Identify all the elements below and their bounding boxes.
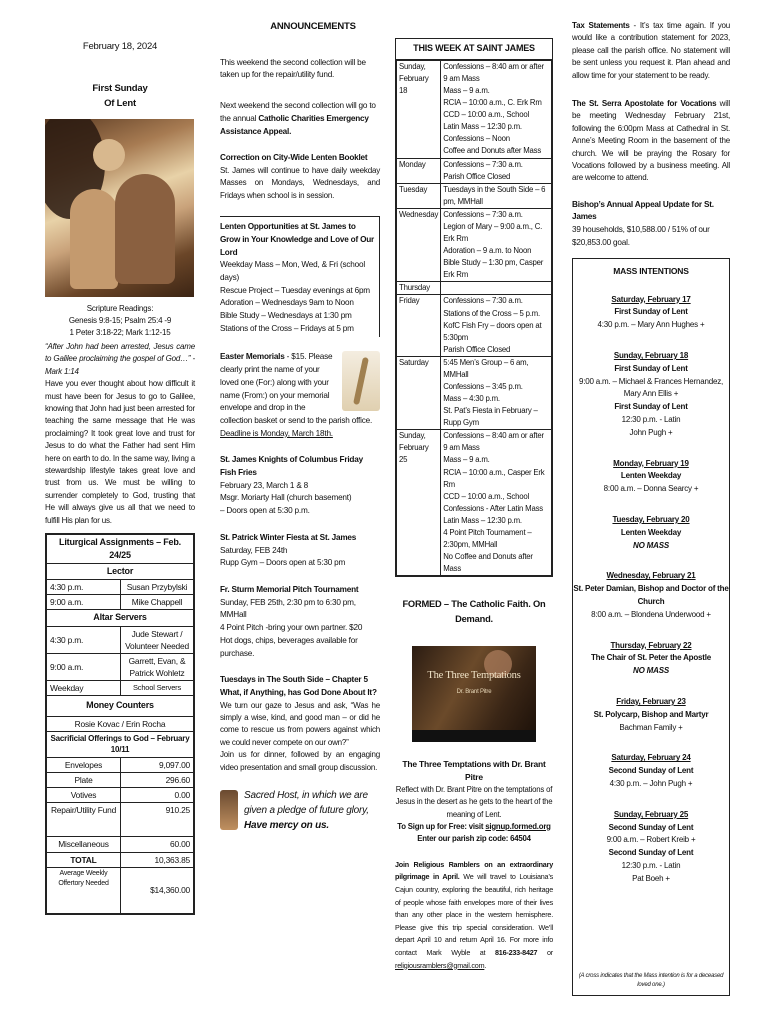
schedule-item: Mass – 4:30 p.m. (443, 394, 500, 404)
intention-title: St. Polycarp, Bishop and Martyr (593, 709, 709, 719)
table-row: Repair/Utility Fund 910.25 (47, 803, 194, 837)
intention-day: Tuesday, February 20 (612, 515, 690, 525)
schedule-item: St. Pat’s Fiesta in February – Rupp Gym (443, 406, 538, 428)
table-row: Envelopes 9,097.00 (47, 757, 194, 772)
intention-line: 8:00 a.m. – Donna Searcy + (603, 484, 699, 494)
intention-day: Saturday, February 17 (611, 294, 691, 304)
intention-title: The Chair of St. Peter the Apostle (590, 653, 712, 663)
schedule-row (397, 183, 552, 208)
intention-title: First Sunday of Lent (614, 307, 688, 317)
schedule-item: Confessions – 7:30 a.m. (443, 296, 523, 306)
schedule-row (397, 356, 552, 429)
offering-title: Sacrificial Offerings to God – February 10/11 (47, 731, 194, 757)
schedule-item: Adoration – 9 a.m. to Noon (443, 246, 532, 256)
schedule-items (441, 282, 552, 295)
formed-title: FORMED – The Catholic Faith. On Demand. (402, 599, 546, 624)
intention-title: Second Sunday of Lent (608, 822, 694, 832)
left-column (45, 0, 195, 915)
liturgical-title: Liturgical Assignments – Feb. 24/25 (47, 534, 194, 563)
tax-statements: Tax Statements - It’s tax time again. If you would like a contribution statement for 2023, please call the parish office. No statement will be sent unless you request it. Plan ahead and allow time for your statement to be ready. (572, 21, 730, 80)
schedule-item: Bible Study – 1:30 pm, Casper Erk Rm (443, 258, 544, 280)
schedule-items (441, 183, 552, 208)
intention-entry (573, 458, 729, 496)
schedule-item: Confessions – 3:45 p.m. (443, 381, 523, 391)
intention-entry (573, 640, 729, 678)
intention-line: 12:30 p.m. - Latin (621, 860, 681, 870)
south-side-notice: Tuesdays in The South Side – Chapter 5 What, if Anything, has God Done About It? We turn our gaze to Jesus and ask, “Was he simply a wise, kind, and good man – or did he come to rescue us from powers against which we could never compete on our own?” Join us for dinner, followed by an engaging video presentation and small group discussion. (220, 675, 380, 772)
intention-title: St. Peter Damian, Bishop and Doctor of the Church (573, 584, 729, 607)
table-row: Votives 0.00 (47, 788, 194, 803)
mass-intentions (572, 258, 730, 996)
intention-day: Friday, February 23 (616, 697, 686, 706)
schedule-items (441, 60, 552, 158)
money-counters: Rosie Kovac / Erin Rocha (47, 716, 194, 731)
intention-line: 9:00 a.m. – Robert Kreib + (606, 835, 696, 845)
schedule-item: 4 Point Pitch Tournament – 2:30pm, MMHall (443, 527, 532, 549)
intentions-list (573, 294, 729, 886)
right-column (572, 0, 730, 996)
bishop-appeal: Bishop’s Annual Appeal Update for St. James 39 households, $10,588.00 / 51% of our $20,853.00 goal. (572, 199, 714, 247)
schedule-item: Tuesdays in the South Side – 6 pm, MMHall (443, 184, 546, 206)
schedule-item (443, 282, 549, 293)
intention-line: John Pugh + (629, 427, 673, 437)
intention-day: Monday, February 19 (613, 458, 689, 468)
intention-line: 12:30 p.m. - Latin (621, 415, 681, 425)
table-row: Miscellaneous 60.00 (47, 837, 194, 852)
schedule-row (397, 158, 552, 183)
cross-footnote: (A cross indicates that the Mass intention is for a deceased loved one.) (578, 972, 724, 989)
schedule-item: Confessions – 8:40 am or after 9 am Mass (443, 61, 544, 84)
winter-fiesta: St. Patrick Winter Fiesta at St. James Saturday, FEB 24th Rupp Gym – Doors open at 5:30 pm (220, 532, 357, 568)
intention-line: 9:00 a.m. – Michael & Frances Hernandez, Mary Ann Ellis + (578, 376, 724, 399)
lily-icon (342, 351, 380, 411)
intention-line: 4:30 p.m. – John Pugh + (609, 778, 693, 788)
easter-memorials: Easter Memorials - $15. Please clearly print the name of your loved one (For:) along with your name (From:) on your memorial envelope and drop in the collection basket or send to the parish office. Deadline is Monday, March 18th. (220, 351, 380, 440)
schedule-item: Parish Office Closed (443, 171, 511, 181)
intention-line: NO MASS (633, 666, 669, 676)
intention-entry (573, 350, 729, 440)
schedule-item: Legion of Mary – 9:00 a.m., C. Erk Rm (443, 221, 543, 244)
saint-image (220, 790, 238, 830)
intention-title: First Sunday of Lent (614, 402, 688, 412)
schedule-row (397, 430, 552, 576)
bulletin-date: February 18, 2024 (82, 41, 158, 52)
intention-entry (573, 294, 729, 332)
intention-line: Pat Boeh + (632, 873, 670, 883)
lector-label: Lector (47, 564, 194, 580)
sacred-host-prayer: Sacred Host, in which we are given a pledge of future glory, Have mercy on us. (220, 788, 380, 833)
temptations-title: The Three Temptations with Dr. Brant Pitre (402, 759, 546, 783)
intention-line: NO MASS (633, 540, 669, 550)
next-collection-note: Next weekend the second collection will go to the annual Catholic Charities Emergency Assistance Appeal. (220, 101, 376, 136)
intention-title: Lenten Weekday (620, 527, 682, 537)
schedule-items (441, 295, 552, 356)
intention-title: First Sunday of Lent (614, 363, 688, 373)
religious-ramblers: Join Religious Ramblers on an extraordinary pilgrimage in April. We will travel to Louisiana’s Cajun country, exploring the beautiful, rich heritage of people whose faith envelopes more of their lives than any other place in the western hemisphere. Please give this trip special consideration. We’ll depart April 10 and return April 16. For more info contact Mark Wyble at 816-233-8427 or religiousramblers@gmail.com. (395, 859, 553, 970)
schedule-item: 5:45 Men’s Group – 6 am, MMHall (443, 357, 529, 379)
schedule-title: THIS WEEK AT SAINT JAMES (396, 39, 552, 60)
schedule-item: Confessions – 8:40 am or after 9 am Mass (443, 431, 544, 453)
schedule-item: Latin Mass – 12:30 p.m. (443, 122, 522, 132)
mass-intentions-title: MASS INTENTIONS (613, 265, 689, 276)
zip-code-note: Enter our parish zip code: 64504 (417, 833, 531, 843)
signup-link[interactable]: To Sign up for Free: visit signup.formed.org (397, 821, 551, 831)
scripture-readings: Scripture Readings: Genesis 9:8-15; Psalm 25:4 -9 1 Peter 3:18-22; Mark 1:12-15 (68, 304, 172, 338)
schedule-item: CCD – 10:00 a.m., School (443, 110, 530, 120)
intention-entry (573, 752, 729, 790)
intention-day: Wednesday, February 21 (606, 571, 696, 581)
schedule-items (441, 430, 552, 576)
stewardship-reflection: Have you ever thought about how difficult it must have been for Jesus to go to Galilee, knowing that John had just been arrested for teaching the same message that He was proclaiming? It took great love and trust for Jesus to do what the Father had sent Him here on earth to do. In the same way, living a stewardship lifestyle takes great love and trust from us. We must be willing to surrender completely to God, trusting that He will always give us all that we need to fulfill His plan for us. (45, 379, 195, 525)
table-row: 4:30 p.m. Jude Stewart / Volunteer Needed (47, 626, 194, 653)
weekly-schedule (395, 38, 553, 577)
correction-notice: Correction on City-Wide Lenten Booklet St. James will continue to have daily weekday Masses on Mondays, Wednesdays, and Fridays when school is in session. (220, 153, 380, 200)
schedule-item: KofC Fish Fry – doors open at 5:30pm (443, 320, 542, 342)
schedule-item: Mass – 9 a.m. (443, 455, 490, 465)
intention-day: Thursday, February 22 (610, 640, 692, 650)
schedule-items (441, 158, 552, 183)
table-row: Plate 296.60 (47, 773, 194, 788)
intention-day: Saturday, February 24 (611, 753, 691, 763)
table-row: 4:30 p.m. Susan Przybylski (47, 580, 194, 595)
money-counters-label: Money Counters (47, 696, 194, 716)
schedule-row (397, 282, 552, 295)
schedule-table (396, 60, 552, 576)
serra-apostolate: The St. Serra Apostolate for Vocations will be meeting Wednesday February 21st, following the 6:00pm Mass at Cathedral in St. Anne’s Meeting Room in the basement of the church. We will be praying the Rosary for Vocations followed by a business meeting. All are welcome to attend. (572, 98, 730, 183)
temptations-text: Reflect with Dr. Brant Pitre on the temptations of Jesus in the desert as he gets to the heart of the meaning of Lent. (395, 785, 553, 819)
schedule-item: Confessions – 7:30 a.m. (443, 209, 523, 219)
schedule-day: Saturday (397, 356, 441, 429)
altar-servers-label: Altar Servers (47, 610, 194, 626)
schedule-item: Stations of the Cross – 5 p.m. (443, 308, 540, 318)
schedule-item: No Coffee and Donuts after Mass (443, 552, 533, 574)
table-row: Average Weekly Offertory Needed $14,360.00 (47, 867, 194, 913)
schedule-day: Monday (397, 158, 441, 183)
table-row: 9:00 a.m. Mike Chappell (47, 595, 194, 610)
schedule-item: Parish Office Closed (443, 344, 511, 354)
intention-entry (573, 696, 729, 734)
intention-title: Second Sunday of Lent (608, 848, 694, 858)
intention-entry (573, 570, 729, 621)
schedule-row (397, 60, 552, 158)
schedule-item: Confessions - After Latin Mass (443, 503, 543, 513)
schedule-item: Confessions – Noon (443, 134, 510, 144)
intention-line: 8:00 a.m. – Blondena Underwood + (591, 609, 711, 619)
table-row: Weekday School Servers (47, 681, 194, 696)
second-collection-note: This weekend the second collection will be taken up for the repair/utility fund. (220, 57, 366, 80)
schedule-day: Friday (397, 295, 441, 356)
gospel-quote: “After John had been arrested, Jesus came to Galilee proclaiming the gospel of God…” - Mark 1:14 (45, 342, 195, 376)
schedule-column (395, 0, 553, 972)
middle-column (220, 0, 380, 833)
sunday-title: First Sunday Of Lent (92, 82, 148, 109)
schedule-item: Coffee and Donuts after Mass (443, 146, 542, 156)
intention-title: Second Sunday of Lent (608, 766, 694, 776)
three-temptations-image: The Three Temptations Dr. Brant Pitre (412, 646, 536, 742)
schedule-row (397, 295, 552, 356)
schedule-day: Tuesday (397, 183, 441, 208)
pitch-tournament: Fr. Sturm Memorial Pitch Tournament Sunday, FEB 25th, 2:30 pm to 6:30 pm, MMHall 4 Point Pitch -bring your own partner. $20 Hot dogs, chips, beverages available for purchase. (220, 584, 363, 658)
intention-day: Sunday, February 18 (613, 351, 689, 361)
lenten-opportunities: Lenten Opportunities at St. James to Grow in Your Knowledge and Love of Our Lord Weekday Mass – Mon, Wed, & Fri (school days) Rescue Project – Tuesday evenings at 6pm Adoration – Wednesdays 9am to Noon Bible Study – Wednesdays at 1:30 pm Stations of the Cross – Fridays at 5 pm (220, 216, 380, 337)
intention-title: Lenten Weekday (620, 471, 682, 481)
intention-day: Sunday, February 25 (613, 809, 689, 819)
schedule-item: Mass – 9 a.m. (443, 86, 490, 96)
schedule-item: CCD – 10:00 a.m., School (443, 491, 530, 501)
intention-line: 4:30 p.m. – Mary Ann Hughes + (597, 320, 705, 330)
intention-entry (573, 809, 729, 886)
schedule-day: Thursday (397, 282, 441, 295)
email-link[interactable]: religiousramblers@gmail.com (395, 960, 485, 970)
intention-line: Bachman Family + (619, 722, 683, 732)
schedule-day: Wednesday (397, 208, 441, 281)
schedule-day: Sunday, February 18 (397, 60, 441, 158)
schedule-items (441, 208, 552, 281)
schedule-item: RCIA – 10:00 a.m., C. Erk Rm (443, 98, 542, 108)
schedule-item: Latin Mass – 12:30 p.m. (443, 515, 522, 525)
intention-entry (573, 514, 729, 552)
table-row: 9:00 a.m. Garrett, Evan, & Patrick Wohletz (47, 653, 194, 680)
liturgical-assignments (45, 533, 195, 915)
table-row: TOTAL 10,363.85 (47, 852, 194, 867)
fish-fry: St. James Knights of Columbus Friday Fish Fries February 23, March 1 & 8 Msgr. Moriarty Hall (church basement) – Doors open at 5:30 p.m. (220, 455, 363, 516)
schedule-row (397, 208, 552, 281)
announcements-heading: ANNOUNCEMENTS (270, 21, 356, 32)
schedule-day: Sunday, February 25 (397, 430, 441, 576)
schedule-item: RCIA – 10:00 a.m., Casper Erk Rm (443, 467, 545, 489)
temptation-painting-image (45, 119, 194, 297)
schedule-item: Confessions – 7:30 a.m. (443, 159, 523, 169)
schedule-items (441, 356, 552, 429)
